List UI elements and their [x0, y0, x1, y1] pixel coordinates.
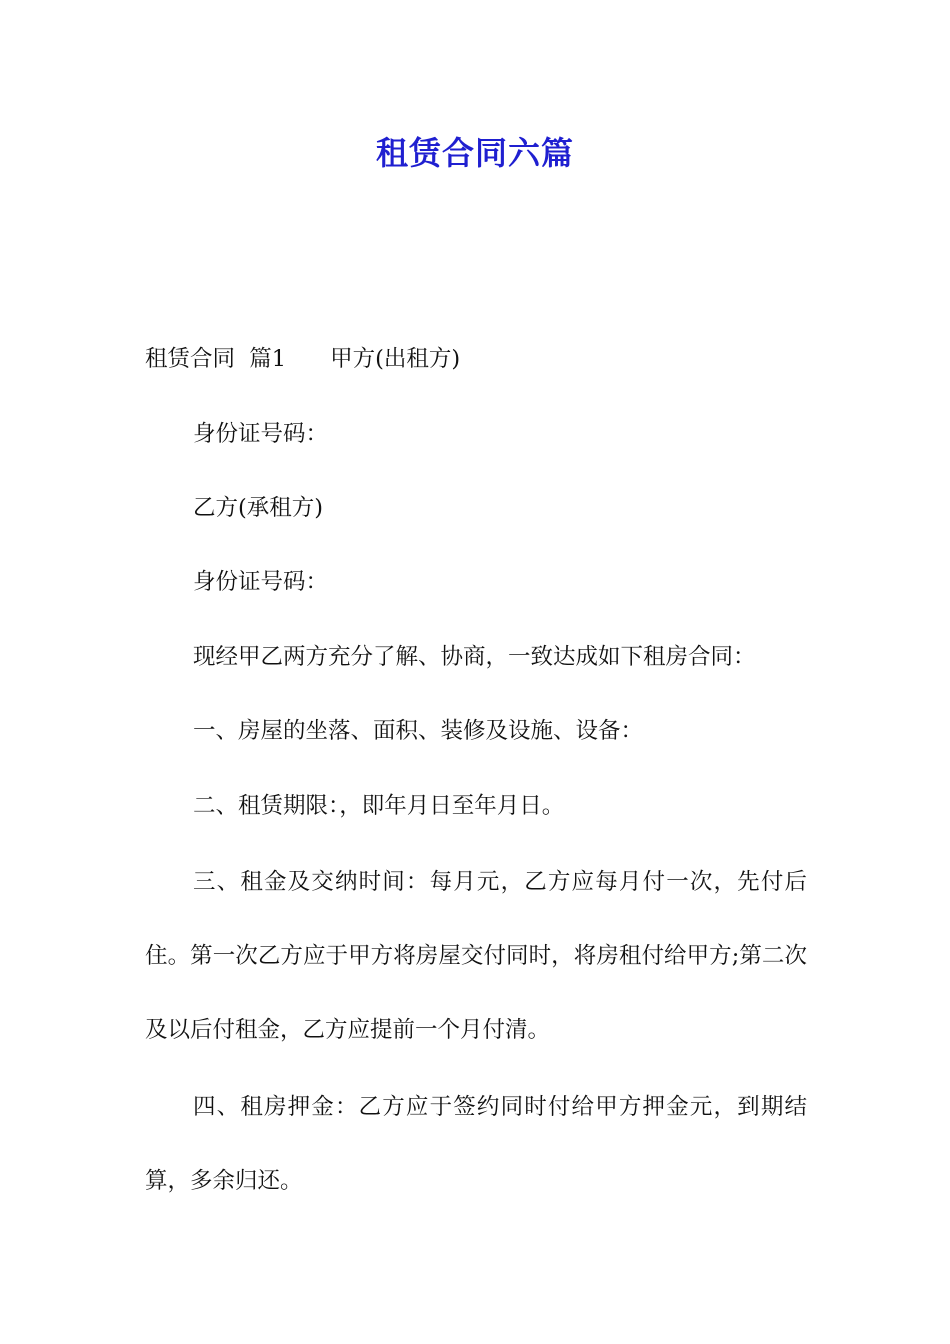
paragraph-clause-4: 四、租房押金：乙方应于签约同时付给甲方押金元，到期结算，多余归还。 [145, 1094, 807, 1194]
paragraph-clause-3: 三、租金及交纳时间：每月元，乙方应每月付一次，先付后住。第一次乙方应于甲方将房屋交付同时，将房租付给甲方;第二次及以后付租金，乙方应提前一个月付清。 [145, 869, 807, 1043]
section-heading-line [145, 322, 807, 396]
paragraph-id-number-a: 身份证号码： [193, 421, 329, 447]
paragraph-clause-2: 二、租赁期限：，即年月日至年月日。 [193, 793, 565, 819]
paragraph-clause-1: 一、房屋的坐落、面积、装修及设施、设备： [193, 718, 644, 744]
paragraph-agreement-intro: 现经甲乙两方充分了解、协商，一致达成如下租房合同： [193, 644, 756, 670]
section-heading: 租赁合同 篇1 [145, 346, 287, 372]
paragraph-party-b: 乙方(承租方) [193, 495, 324, 521]
paragraph-id-number-b: 身份证号码： [193, 569, 329, 595]
document-title: 租赁合同六篇 [375, 134, 574, 172]
party-a-label: 甲方(出租方) [330, 346, 461, 372]
